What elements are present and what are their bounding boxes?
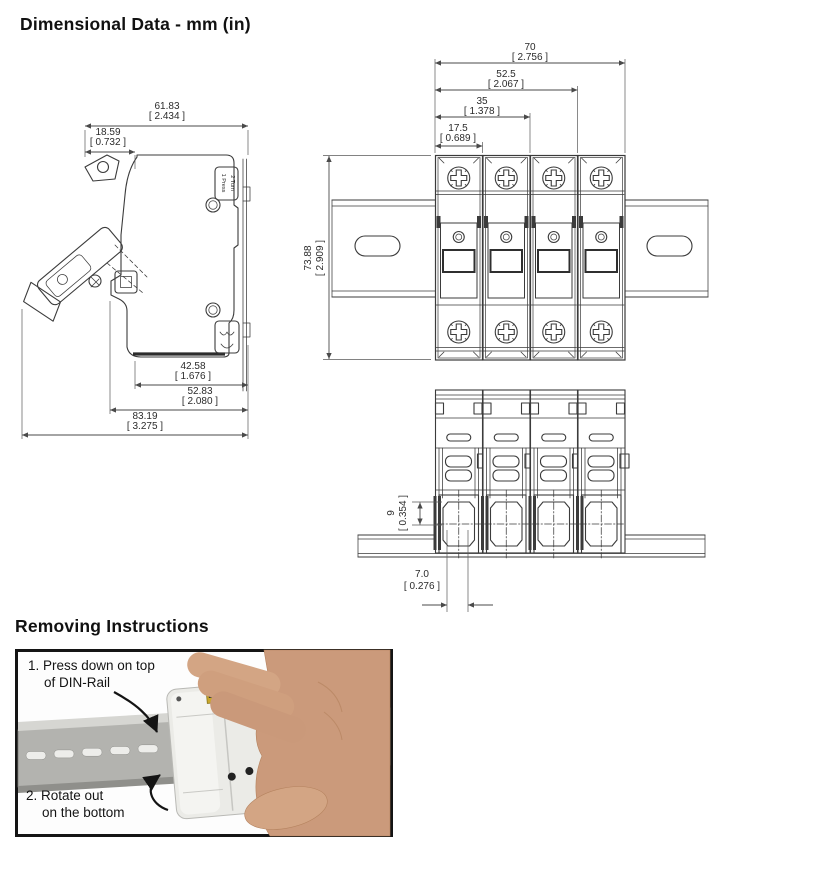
side-dim-open-in: [ 3.275 ] xyxy=(126,421,164,432)
bottom-view-drawing xyxy=(350,380,720,615)
side-dim-overall-mm: 61.83 xyxy=(154,101,180,112)
front-dim-pole2-mm: 35 xyxy=(476,96,488,107)
front-view-drawing xyxy=(295,40,725,388)
front-dim-height-in: [ 2.909 ] xyxy=(315,239,326,277)
step1-text-line2: of DIN-Rail xyxy=(44,675,111,690)
front-dim-pole3-in: [ 2.067 ] xyxy=(487,79,525,90)
side-dim-base-in: [ 1.676 ] xyxy=(174,371,212,382)
side-dim-base-mm: 42.58 xyxy=(180,361,206,372)
removing-instructions-title: Removing Instructions xyxy=(15,616,209,636)
side-dim-protrusion-mm: 18.59 xyxy=(95,127,121,138)
front-dim-pole1-mm: 17.5 xyxy=(448,123,468,134)
removal-photo-frame xyxy=(15,649,393,837)
button-label-line2: 2 Turn xyxy=(229,175,235,191)
bottom-dim-opening-in: [ 0.354 ] xyxy=(398,494,409,532)
front-dim-total-mm: 70 xyxy=(524,42,536,53)
step1-text-line1: 1. Press down on top xyxy=(28,658,155,673)
front-dim-total-in: [ 2.756 ] xyxy=(511,52,549,63)
step2-text-line2: on the bottom xyxy=(42,805,125,820)
side-dim-body-in: [ 2.080 ] xyxy=(181,396,219,407)
side-dim-body-mm: 52.83 xyxy=(187,386,213,397)
bottom-dim-offset-mm: 7.0 xyxy=(415,569,429,580)
front-modules xyxy=(436,156,626,361)
step2-text-line1: 2. Rotate out xyxy=(26,788,104,803)
bottom-modules xyxy=(434,390,630,558)
front-dim-pole3-mm: 52.5 xyxy=(496,69,516,80)
side-dim-protrusion-in: [ 0.732 ] xyxy=(89,137,127,148)
front-dim-pole1-in: [ 0.689 ] xyxy=(439,133,477,144)
side-body-outline xyxy=(111,155,239,357)
dimensional-data-title: Dimensional Data - mm (in) xyxy=(20,14,251,34)
removal-photo-illustration xyxy=(18,652,390,834)
bottom-dim-offset-in: [ 0.276 ] xyxy=(403,581,441,592)
side-view-drawing xyxy=(15,95,300,440)
side-dim-open-mm: 83.19 xyxy=(132,411,158,422)
side-dim-overall-in: [ 2.434 ] xyxy=(148,111,186,122)
side-rail-section xyxy=(243,159,250,391)
front-dim-pole2-in: [ 1.378 ] xyxy=(463,106,501,117)
side-dimensions xyxy=(22,101,248,439)
bottom-dim-opening-mm: 9 xyxy=(386,510,397,516)
front-dim-height-mm: 73.88 xyxy=(303,245,314,271)
button-label-line1: 1 Press xyxy=(220,173,226,193)
